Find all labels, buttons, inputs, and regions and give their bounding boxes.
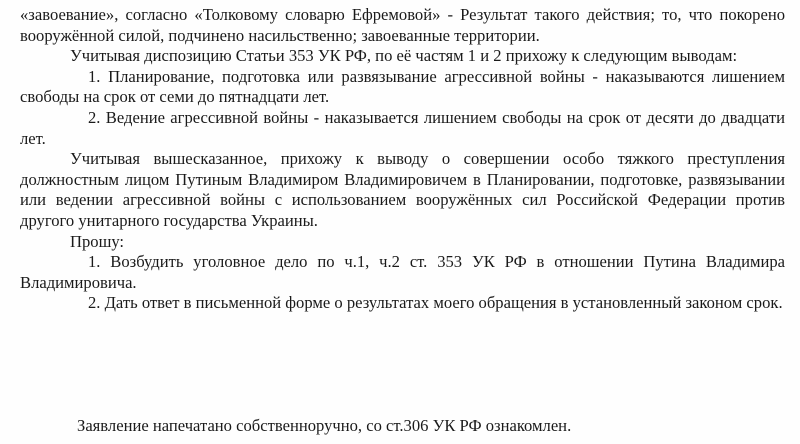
paragraph-part-1: 1. Планирование, подготовка или развязывание агрессивной войны - наказываются лишением свободы на срок от семи до пятнадцати лет. — [20, 66, 785, 107]
document-body — [20, 5, 785, 314]
paragraph-definition: «завоевание», согласно «Толковому словарю Ефремовой» - Результат такого действия; то, что покорено вооружённой силой, подчинено насильственно; завоеванные территории. — [20, 5, 785, 45]
paragraph-statement: Заявление напечатано собственноручно, со ст.306 УК РФ ознакомлен. — [77, 416, 572, 435]
paragraph-part-2: 2. Ведение агрессивной войны - наказывается лишением свободы на срок от десяти до двадцати лет. — [20, 107, 785, 148]
paragraph-disposition: Учитывая диспозицию Статьи 353 УК РФ, по её частям 1 и 2 прихожу к следующим выводам: — [70, 46, 738, 66]
paragraph-conclusion: Учитывая вышесказанное, прихожу к выводу о совершении особо тяжкого преступления должностным лицом Путиным Владимиром Владимировичем в Планировании, подготовке, развязывании или ведении агрессивной войны с использованием вооружённых сил Российской Федерации против другого унитарного государства Украины. — [20, 149, 785, 230]
paragraph-request-2: 2. Дать ответ в письменной форме о результатах моего обращения в установленный законом срок. — [88, 293, 783, 313]
paragraph-request-heading: Прошу: — [70, 231, 125, 251]
paragraph-request-1: 1. Возбудить уголовное дело по ч.1, ч.2 ст. 353 УК РФ в отношении Путина Владимира Владимировича. — [20, 252, 785, 292]
